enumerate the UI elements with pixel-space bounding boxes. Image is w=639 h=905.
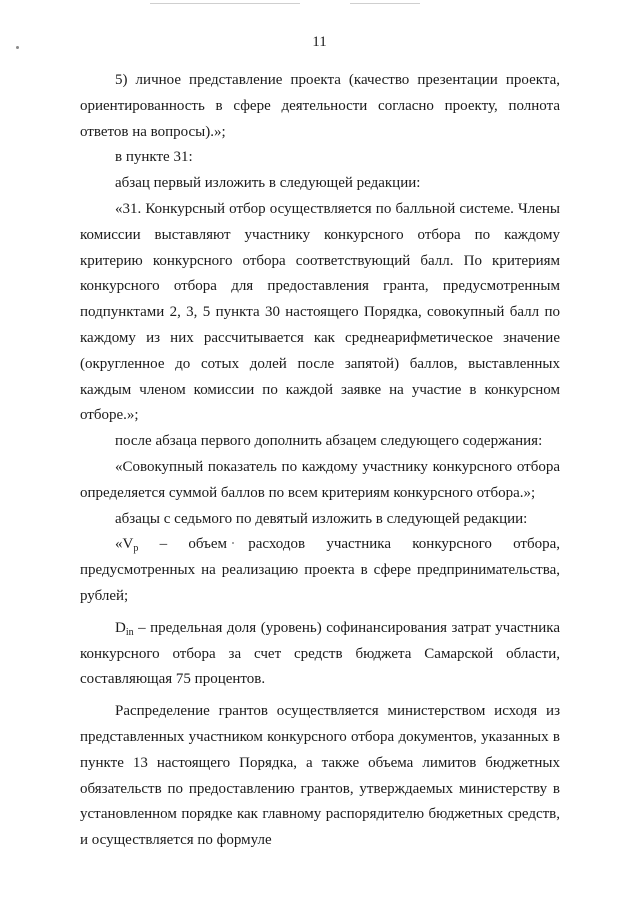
paragraph-item-5: 5) личное представление проекта (качество презентации проекта, ориентированность в сфере деятельности согласно проекту, полнота ответов на вопросы).»; — [80, 72, 560, 140]
scan-artifact-line — [150, 3, 300, 4]
din-subscript: in — [125, 626, 134, 638]
paragraph-point-31-text: «31. Конкурсный отбор осуществляется по балльной системе. Члены комиссии выставляют участнику конкурсного отбора по каждому критерию конкурсного отбора соответствующий балл. По критериям конкурсного отбора для предоставления гранта, предусмотренным подпунктами 2, 3, 5 пункта 30 настоящего Порядка, совокупный балл по каждому из них рассчитывается как среднеарифметическое значение (округленное до сотых долей после запятой) баллов, выставленных каждым членом комиссии по каждой заявке на участие в конкурсном отборе.»; — [80, 200, 560, 424]
document-body — [80, 68, 560, 854]
vp-subscript: p — [133, 543, 139, 555]
vp-symbol: «V — [115, 536, 134, 553]
paragraph-grant-distribution: Распределение грантов осуществляется министерством исходя из представленных участником конкурсного отбора документов, указанных в пункте 13 настоящего Порядка, а также объема лимитов бюджетных обязательств по предоставлению грантов, утверждаемых министерству в установленном порядке как главному распорядителю бюджетных средств, и осуществляется по формуле — [80, 703, 560, 849]
page-number: 11 — [312, 34, 327, 50]
paragraph-total-score: «Совокупный показатель по каждому участнику конкурсного отбора определяется суммой баллов по всем критериям конкурсного отбора.»; — [80, 458, 560, 501]
paragraph-point-31: в пункте 31: — [115, 149, 193, 166]
paragraph-first-paragraph-instruction: абзац первый изложить в следующей редакции: — [115, 175, 421, 192]
scan-artifact-line — [350, 3, 420, 4]
paragraph-replace-instruction: абзацы с седьмого по девятый изложить в следующей редакции: — [115, 510, 528, 527]
vp-definition-text: – объем расходов участника конкурсного отбора, предусмотренных на реализацию проекта в сфере предпринимательства, рублей; — [80, 536, 560, 604]
paragraph-din-definition — [80, 616, 560, 693]
paragraph-add-paragraph-instruction: после абзаца первого дополнить абзацем следующего содержания: — [115, 433, 543, 450]
din-definition-text: – предельная доля (уровень) софинансирования затрат участника конкурсного отбора за счет средств бюджета Самарской области, составляющая 75 процентов. — [80, 619, 560, 688]
din-symbol: D — [115, 619, 126, 636]
paragraph-vp-definition — [80, 532, 560, 609]
